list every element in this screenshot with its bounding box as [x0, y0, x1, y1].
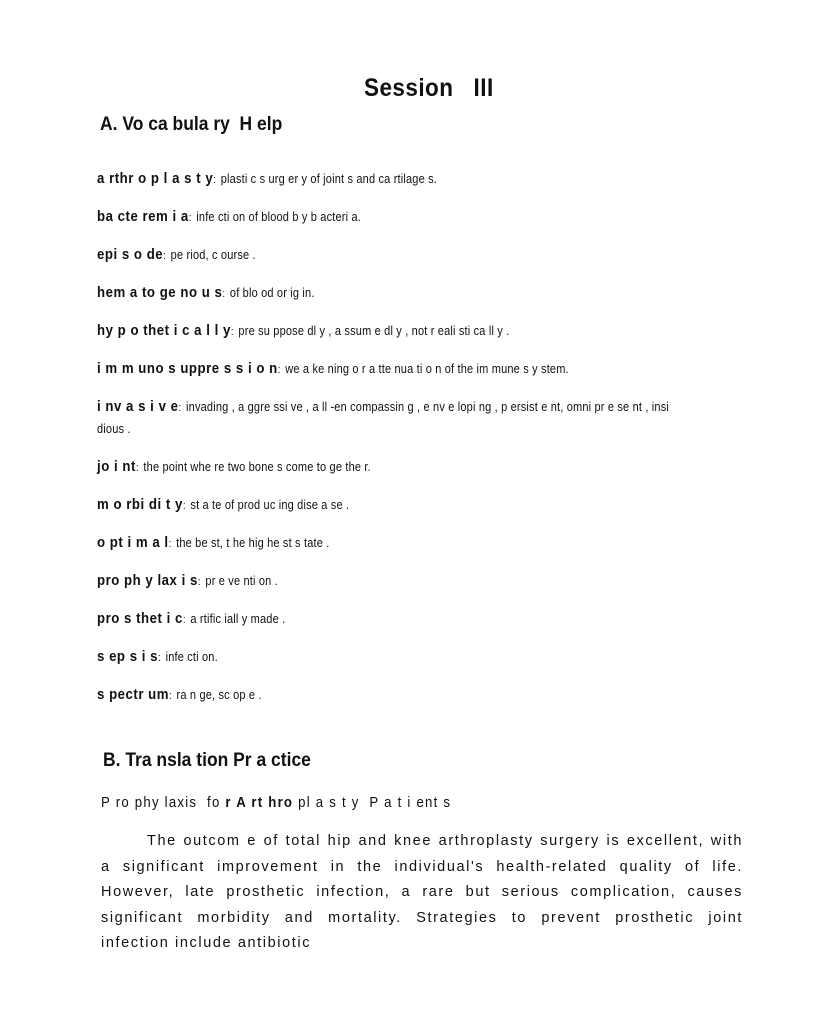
vocab-term: hem a to ge no u s	[97, 284, 223, 301]
vocab-separator: :	[188, 212, 192, 224]
vocab-entry-spectrum	[97, 684, 625, 707]
vocab-term: s ep s i s	[97, 648, 159, 665]
vocab-separator: :	[158, 652, 161, 664]
vocab-separator: :	[222, 288, 226, 300]
vocab-definition: of blo od or ig in.	[229, 286, 315, 300]
vocab-definition: infe cti on.	[165, 650, 218, 664]
vocab-entry-morbidity	[97, 494, 625, 517]
vocab-separator: :	[277, 364, 281, 376]
vocab-term: i m m uno s uppre s s i o n	[97, 360, 278, 377]
vocab-term: jo i nt	[97, 458, 136, 475]
vocab-definition: the point whe re two bone s come to ge the r.	[143, 460, 371, 474]
vocab-term: o pt i m a l	[97, 534, 169, 551]
vocab-entry-hematogenous	[97, 282, 625, 305]
vocab-definition: pe riod, c ourse .	[170, 248, 256, 262]
vocab-separator: :	[197, 576, 201, 588]
vocab-entry-arthroplasty	[97, 168, 625, 191]
vocab-entry-sepsis	[97, 646, 625, 669]
vocab-entry-invasive	[97, 396, 678, 440]
vocab-separator: :	[182, 614, 186, 626]
session-title: Session III	[364, 74, 494, 102]
vocab-entry-bacteremia	[97, 206, 625, 229]
vocab-definition: pre su ppose dl y , a ssum e dl y , not r eali sti ca ll y .	[238, 324, 510, 338]
vocab-separator: :	[178, 402, 182, 414]
vocab-definition: st a te of prod uc ing dise a se .	[190, 498, 350, 512]
vocab-definition: ra n ge, sc op e .	[176, 688, 262, 702]
article-title-bold: r A rt hro	[225, 794, 294, 811]
vocab-separator: :	[169, 690, 172, 702]
vocab-term: ba cte rem i a	[97, 208, 189, 225]
vocab-separator: :	[213, 174, 216, 186]
vocab-separator: :	[163, 250, 166, 262]
vocab-term: pro ph y lax i s	[97, 572, 198, 589]
vocab-entry-optimal	[97, 532, 625, 555]
article-title-start: P ro phy laxis fo	[101, 794, 226, 811]
section-a-heading: A. Vo ca bula ry H elp	[100, 114, 283, 135]
vocab-entry-joint	[97, 456, 625, 479]
vocab-term: a rthr o p l a s t y	[97, 170, 214, 187]
article-paragraph: The outcom e of total hip and knee arthroplasty surgery is excellent, with a significant improvement in the individual's health-related quality of life. However, late prosthetic infection, a rare but serious complication, causes significant morbidity and mortality. Strategies to prevent prosthetic joint infection include antibiotic	[101, 833, 743, 951]
vocab-definition: a rtific iall y made .	[190, 612, 286, 626]
vocab-definition: plasti c s urg er y of joint s and ca rtilage s.	[220, 172, 438, 186]
vocab-term: i nv a s i v e	[97, 398, 179, 415]
vocab-separator: :	[230, 326, 234, 338]
vocab-term: epi s o de	[97, 246, 164, 263]
vocab-entry-prophylaxis	[97, 570, 625, 593]
vocab-term: hy p o thet i c a l l y	[97, 322, 231, 339]
vocab-definition: invading , a ggre ssi ve , a ll -en compassin g , e nv e lopi ng , p ersist e nt, omni pr e se nt , insi dious .	[97, 400, 670, 436]
article-title-end: pl a s t y P a t i ent s	[293, 794, 452, 811]
vocab-entry-hypothetically	[97, 320, 625, 343]
vocab-separator: :	[168, 538, 172, 550]
vocab-definition: infe cti on of blood b y b acteri a.	[196, 210, 361, 224]
vocab-entry-prosthetic	[97, 608, 625, 631]
vocab-term: m o rbi di t y	[97, 496, 183, 513]
vocab-definition: we a ke ning o r a tte nua ti o n of the im mune s y stem.	[285, 362, 569, 376]
vocab-definition: the be st, t he hig he st s tate .	[176, 536, 330, 550]
vocab-definition: pr e ve nti on .	[205, 574, 278, 588]
article-title	[101, 794, 451, 811]
vocab-separator: :	[135, 462, 139, 474]
vocab-term: pro s thet i c	[97, 610, 183, 627]
vocab-entry-episode	[97, 244, 625, 267]
vocab-entry-immunosuppression	[97, 358, 625, 381]
vocab-term: s pectr um	[97, 686, 170, 703]
section-b-heading: B. Tra nsla tion Pr a ctice	[103, 750, 311, 771]
vocab-separator: :	[182, 500, 186, 512]
